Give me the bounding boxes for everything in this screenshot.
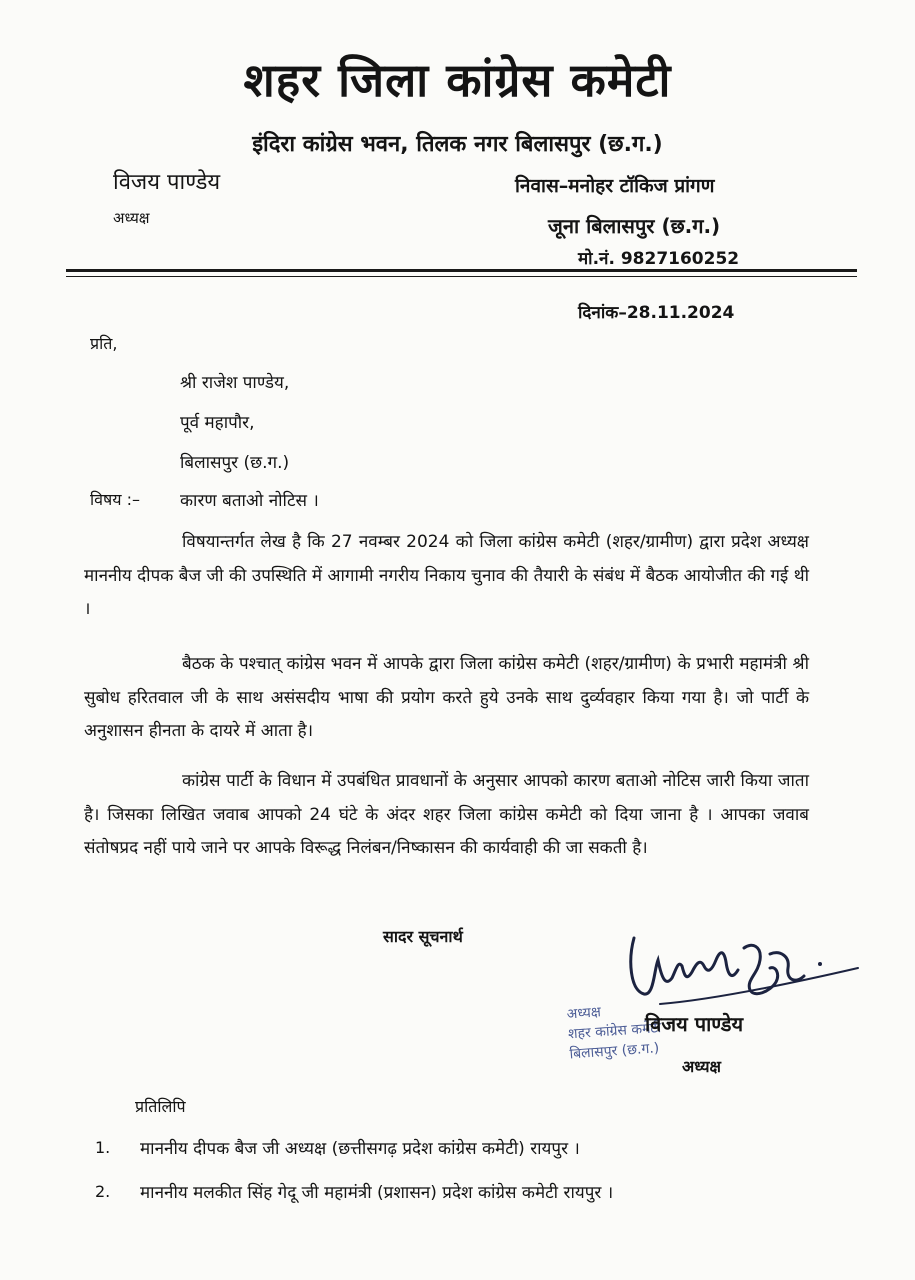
stamp-line-1: अध्यक्ष — [566, 1004, 602, 1023]
copy-item-number: 1. — [95, 1138, 111, 1157]
subject-text: कारण बताओ नोटिस । — [180, 491, 319, 511]
residence-line-2: जूना बिलासपुर (छ.ग.) — [548, 214, 721, 238]
body-paragraph-1: विषयान्तर्गत लेख है कि 27 नवम्बर 2024 को जिला कांग्रेस कमेटी (शहर/ग्रामीण) द्वारा प्रदेश अध्यक्ष माननीय दीपक बैज जी की उपस्थिति में आगामी नगरीय निकाय चुनाव की तैयारी के संबंध में बैठक आयोजीत की गई थी । — [84, 532, 809, 619]
copy-item-number: 2. — [95, 1182, 111, 1201]
stamp-line-3: बिलासपुर (छ.ग.) — [568, 1040, 660, 1063]
signatory-title: अध्यक्ष — [682, 1057, 721, 1076]
mobile-number: मो.नं. 9827160252 — [578, 249, 740, 269]
recipient-place: बिलासपुर (छ.ग.) — [180, 453, 290, 473]
signatory-name: विजय पाण्डेय — [645, 1012, 744, 1036]
recipient-name: श्री राजेश पाण्डेय, — [180, 373, 290, 393]
president-name: विजय पाण्डेय — [113, 170, 221, 195]
letter-date: दिनांक–28.11.2024 — [578, 303, 735, 323]
copy-to-label: प्रतिलिपि — [135, 1097, 186, 1116]
body-paragraph-2: बैठक के पश्चात् कांग्रेस भवन में आपके द्वारा जिला कांग्रेस कमेटी (शहर/ग्रामीण) के प्रभारी महामंत्री श्री सुबोध हरितवाल जी के साथ असंसदीय भाषा की प्रयोग करते हुये उनके साथ दुर्व्यवहार किया गया है। जो पार्टी के अनुशासन हीनता के दायरे में आता है। — [84, 654, 809, 741]
to-label: प्रति, — [90, 334, 118, 353]
organization-address: इंदिरा कांग्रेस भवन, तिलक नगर बिलासपुर (छ.ग.) — [252, 132, 663, 157]
residence-line-1: निवास–मनोहर टॉकिज प्रांगण — [515, 175, 715, 197]
recipient-designation: पूर्व महापौर, — [180, 413, 255, 433]
organization-title: शहर जिला कांग्रेस कमेटी — [243, 53, 672, 107]
body-paragraph-3: कांग्रेस पार्टी के विधान में उपबंधित प्रावधानों के अनुसार आपको कारण बताओ नोटिस जारी किया जाता है। जिसका लिखित जवाब आपको 24 घंटे के अंदर शहर जिला कांग्रेस कमेटी को दिया जाना है । आपका जवाब संतोषप्रद नहीं पाये जाने पर आपके विरूद्ध निलंबन/निष्कासन की कार्यवाही की जा सकती है। — [84, 771, 809, 858]
closing-line: सादर सूचनार्थ — [383, 927, 463, 946]
president-title: अध्यक्ष — [113, 209, 150, 227]
subject-label: विषय :– — [90, 490, 141, 509]
copy-item-text: माननीय मलकीत सिंह गेदू जी महामंत्री (प्रशासन) प्रदेश कांग्रेस कमेटी रायपुर । — [140, 1183, 614, 1203]
copy-item-text: माननीय दीपक बैज जी अध्यक्ष (छत्तीसगढ़ प्रदेश कांग्रेस कमेटी) रायपुर । — [140, 1139, 580, 1159]
stamp-line-2: शहर कांग्रेस कमेटी — [567, 1020, 662, 1043]
header-divider — [66, 269, 857, 272]
handwritten-signature — [620, 920, 860, 1010]
header-divider-thin — [66, 276, 857, 277]
